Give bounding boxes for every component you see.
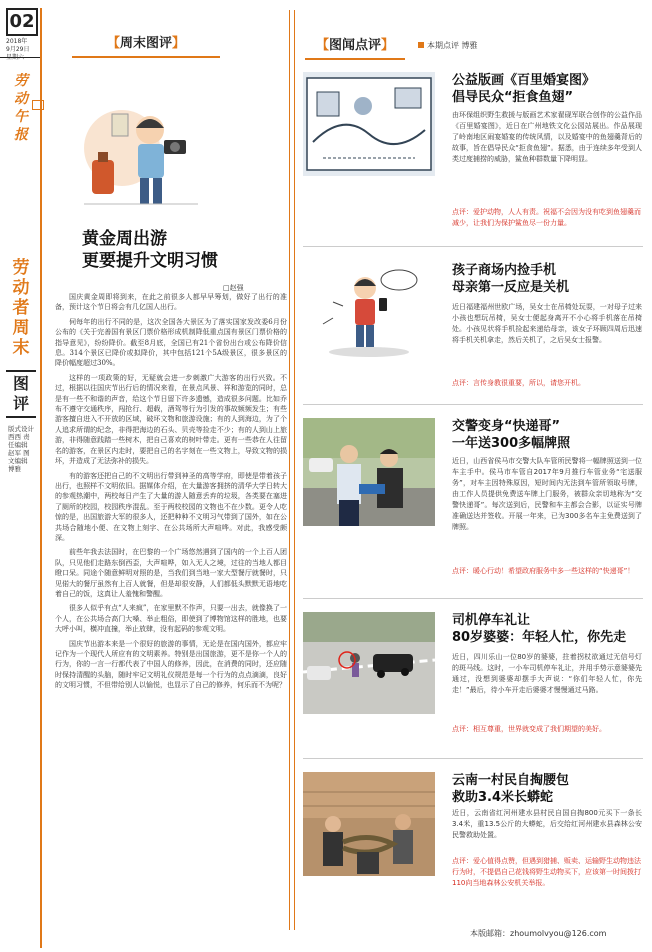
title-line2: 母亲第一反应是关机: [452, 280, 570, 295]
weekend-review-header: 【周末图评】: [106, 36, 186, 51]
editor-text: 本期点评 博雅: [427, 41, 478, 50]
bullet-icon: [418, 42, 424, 48]
body-paragraph: 国庆节出游本来是一个很好的旅游的事情，无论是在国内国外，都应牢记作为一个现代人所应有的文明素养。特别是出国旅游，更不是你一个人的行为，你的一言一行都代表了中国人的修养，因此，在消费的同时，还应随时保持清醒的头脑，随时牢记文明礼仪规范是每一个行为的点点滴滴，良好的文明习惯，不但带给别人以愉悦，也显示了自己的修养，何乐而不为呢？: [55, 639, 287, 690]
body-paragraph: 这样的一项政策的好，无疑就会进一步刺激广大游客的出行兴致。不过，根据以往国庆节出行后的情况来看，在景点风景、祥和游览的同时，总是有一些不和谐的声音，给这个节日留下许多遗憾，造成很多问题。比如乔布不遵守交通秩序，闯抢行、超载，酒驾等行为引发的事故频频发生；有些游客擅自进入不开放的区域，破坏文物和旅游设施；有的人到海边，为了个人追求所谓的纪念，非得把海边的石头、贝壳等捡走不少；有的人到山上旅游，非得随意践踏一些树木，把自己喜欢的树叶带走。更有一些恭在人往留名的游客，在景区内走时，要把自己的名字刻在一些文物上，导致文物的损坏，并造成了无法弥补的损失。: [55, 373, 287, 466]
date-day: 9月29日: [6, 46, 30, 53]
item-4-comment: 点评：相互尊重，世界就变成了我们期望的美好。: [452, 725, 606, 733]
body-paragraph: 前些年我去法国时，在巴黎的一个广场悠然遇到了国内的一个上百人团队，只见他们走路东倒西歪，大声喧哗，如入无人之境，过往的当地人都目瞪口呆。同途个随意鲜明对照的是，当我们到当地一家大型餐厅就餐时，只见偌大的餐厅虽然有上百人就餐，但是却很安静，人们都低头默默无语地吃着自己的饭，这真让人羞愧和警醒。: [55, 548, 287, 598]
item-1-photo: [303, 72, 435, 176]
item-2-comment: 点评：言传身教很重要，所以，请您开机。: [452, 379, 585, 387]
column-divider: [289, 10, 295, 930]
item-4-photo: [303, 612, 435, 714]
item-3-comment: 点评：暖心行动！希望政府服务中多一些这样的“快递哥”！: [452, 567, 635, 575]
section-name: 劳动者周末: [12, 258, 30, 358]
editor-label: [418, 40, 478, 51]
travel-cartoon-illustration: [82, 100, 200, 210]
body-paragraph: 国庆黄金周即将到来，在此之前很多人都早早筹划，做好了出行的准备，预计这个节日将会有几亿国人出行。: [55, 293, 287, 312]
title-line2: 更要提升文明习惯: [82, 251, 218, 271]
item-3-body: 近日，山西省侯马市交警大队车管所民警将一幅牌照送到一位车主手中。侯马市车管自2017年9月推行车管业务“宅送服务”，对车主因特殊原因，短时间内无法到车管所领取号牌，由工作人员提供免费送车牌上门服务，被群众亲切地称为“交警快递哥”。每次送到后，民警和车主都会合影，以证实号牌准确送达并签收。开展一年来，已为300多名车主免费送到了牌照。: [452, 457, 642, 531]
issue-date: [6, 38, 42, 62]
header-underline: [305, 58, 405, 60]
item-3-title: [452, 418, 647, 452]
section-sub: 图评: [6, 370, 36, 418]
item-1-comment: 点评：爱护动物，人人有责。祝福不会因为没有吃到鱼翅羹而减少，让我们为保护鲨鱼尽一份力量。: [452, 208, 641, 227]
item-1-title: [452, 72, 647, 106]
item-2-title: [452, 262, 647, 296]
title-line2: 倡导民众“拒食鱼翅”: [452, 90, 574, 105]
title-line2: 救助3.4米长蟒蛇: [452, 790, 554, 805]
item-1-body: 由环保组织野生救援与版画艺术家翟砚军联合创作的公益作品《百里婚宴图》，近日在广州地铁文化公园站展出。作品展现了岭南地区闹宴婚宴的传统风情，以及婚宴中的鱼翅羹背后的故事，旨在倡导民众“拒食鱼翅”。据悉，由于连续多年受到人类过度捕捞的威胁，鲨鱼种群数量下降明显。: [452, 111, 642, 163]
item-separator: [303, 404, 643, 405]
item-5-comment: 点评：爱心值得点赞，但遇到猎捕、贩卖、运输野生动物违法行为时，不提倡自己花钱将野生动物买下，应该第一时间拨打110向当地森林公安机关举报。: [452, 857, 641, 887]
photo-review-header: 【图闻点评】: [315, 38, 395, 53]
body-paragraph: 伺每年的出行不同的是，这次全国各大景区为了落实国家发改委6月份公布的《关于完善国有景区门票价格形成机制降低重点国有景区门票价格的指导意见》，纷纷降价。截至8月底，全国已有21个省份出台或公布降价信息。314个景区已降价或拟降价，其中包括121个5A级景区，很多景区的降价幅度超过30%。: [55, 317, 287, 368]
newspaper-logo: 劳动午报: [14, 73, 28, 143]
body-paragraph: 很多人似乎有点“人来疯”，在家里默不作声，只要一出去，就像换了一个人，在公共场合高门大嗓、举止粗俗，即使到了博物馆这样的胜地，也要大呼小叫，横冲直撞，举止放肆，没有起码的参观文明。: [55, 604, 287, 634]
item-2-body: 近日福建福州世欧广场，吴女士在吊椅处玩耍，一对母子过来小孩也想玩吊椅，吴女士便起身离开不小心将手机落在吊椅处。小孩见状将手机捡起来递给母亲，该女子环顾四周后迅速将手机关机拿走，然后关机了，之后吴女士报警。: [452, 303, 642, 344]
item-separator: [303, 246, 643, 247]
item-5-title: [452, 772, 647, 806]
title-line1: 云南一村民自掏腰包: [452, 773, 570, 788]
title-line1: 公益版画《百里婚宴图》: [452, 73, 596, 88]
weekend-review-title: [82, 228, 282, 272]
date-year: 2018年: [6, 38, 28, 45]
item-separator: [303, 758, 643, 759]
item-5-body: 近日，云南省红河州建水县村民自国自掏800元买下一条长3.4米，重13.5公斤的大蟒蛇，后交给红河州建水县森林公安民警救助处置。: [452, 809, 642, 839]
date-weekday: 星期六: [6, 54, 25, 61]
body-paragraph: 有的游客还把自己的不文明出行带到神圣的高等学府，即使是带着孩子出行，也照样不文明依旧。据媒体介绍，在大量游客拥挤的清华大学日转大的参观热潮中，两校每日产生了大量的游人随意丢弃的垃圾，各类要在塞进了厕所的校园，校园秩序混乱。至于两校校园的文物也不在少数。更令人吃惊的是，出国旅游大军的很多人，还把种种不文明习气带到了国外，如在公共场合随地小便、在文物上刻字、在公共场所大声喧哗。对此，我感受颇深。: [55, 471, 287, 542]
title-line1: 黄金周出游: [82, 229, 167, 249]
section-email: 本版邮箱：zhoumolvyou@126.com: [470, 929, 607, 938]
item-3-photo: [303, 418, 435, 526]
sidebar-divider: [40, 8, 42, 948]
title-line1: 司机停车礼让: [452, 613, 531, 628]
title-line1: 交警变身“快递哥”: [452, 419, 561, 434]
item-2-illustration: [303, 262, 435, 360]
item-5-photo: [303, 772, 435, 876]
weekend-review-body: [55, 292, 287, 938]
title-line2: 80岁婆婆：年轻人忙，你先走: [452, 630, 627, 645]
item-4-title: [452, 612, 647, 646]
logo-seal-icon: [32, 100, 44, 110]
title-line1: 孩子商场内捡手机: [452, 263, 557, 278]
header-underline: [72, 56, 220, 58]
page-number: 02: [6, 8, 38, 36]
page-credits: 版式设计 西西 责任编辑 赵军 图文编辑 博雅: [8, 425, 34, 473]
item-4-body: 近日，四川乐山一位80岁的婆婆，拄着拐杖欲通过无信号灯的斑马线。这时，一小车司机停车礼让，并用手势示意婆婆先通过，没想到婆婆却摆手大声说：“你们年轻人忙，你先走！”最后，待小车开走后婆婆才慢慢通过马路。: [452, 653, 642, 694]
byline: □赵强: [223, 284, 244, 292]
title-line2: 一年送300多幅牌照: [452, 436, 571, 451]
item-separator: [303, 598, 643, 599]
